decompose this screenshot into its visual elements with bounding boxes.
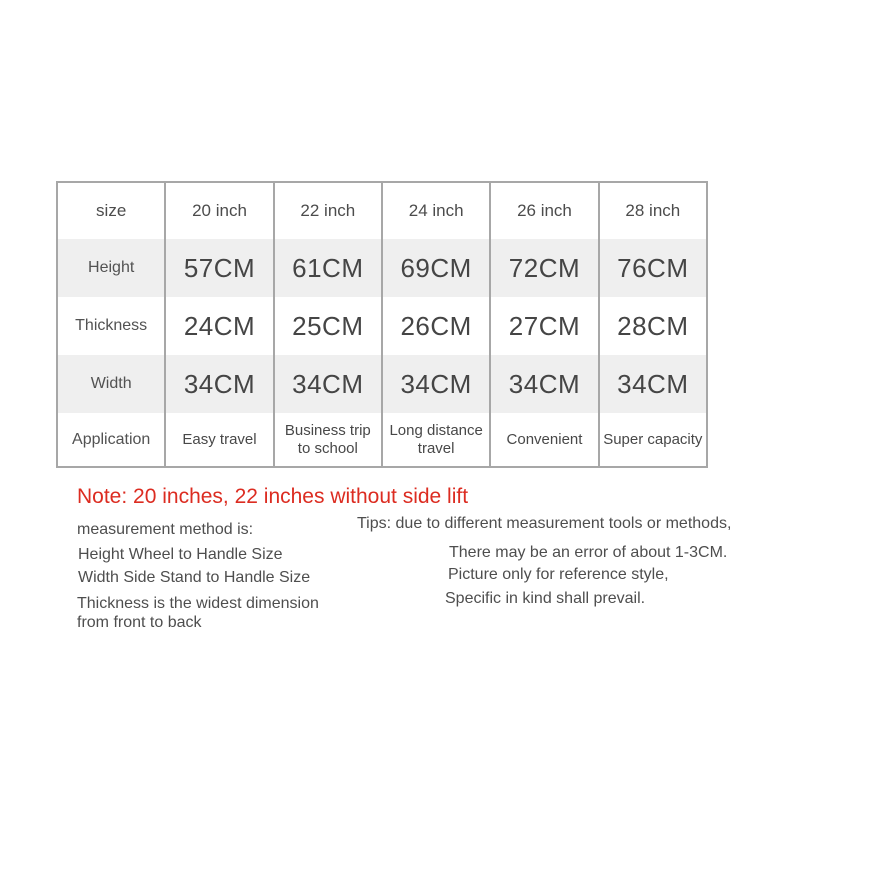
header-22-inch: 22 inch — [274, 182, 382, 239]
tips-line-2: There may be an error of about 1-3CM. — [449, 544, 728, 561]
header-24-inch: 24 inch — [382, 182, 490, 239]
table-row-height — [57, 239, 707, 297]
row-label-thickness: Thickness — [57, 297, 165, 355]
table-row-thickness — [57, 297, 707, 355]
row-label-height: Height — [57, 239, 165, 297]
value-cell: 34CM — [382, 355, 490, 413]
measurement-thickness-line: Thickness is the widest dimension from front to back — [77, 595, 319, 631]
row-label-application: Application — [57, 413, 165, 467]
size-table — [56, 181, 708, 468]
note-text: Note: 20 inches, 22 inches without side lift — [77, 485, 469, 508]
value-cell: 76CM — [599, 239, 707, 297]
value-cell: 24CM — [165, 297, 273, 355]
measurement-height-line: Height Wheel to Handle Size — [78, 546, 283, 563]
header-size: size — [57, 182, 165, 239]
value-cell: 69CM — [382, 239, 490, 297]
application-cell: Business trip to school — [274, 413, 382, 467]
application-cell: Easy travel — [165, 413, 273, 467]
row-label-width: Width — [57, 355, 165, 413]
measurement-method-title: measurement method is: — [77, 521, 254, 538]
table-row-application — [57, 413, 707, 467]
value-cell: 25CM — [274, 297, 382, 355]
tips-line-4: Specific in kind shall prevail. — [445, 590, 646, 607]
value-cell: 34CM — [165, 355, 273, 413]
header-20-inch: 20 inch — [165, 182, 273, 239]
table-row-width — [57, 355, 707, 413]
table-header-row — [57, 182, 707, 239]
value-cell: 34CM — [599, 355, 707, 413]
value-cell: 27CM — [490, 297, 598, 355]
value-cell: 72CM — [490, 239, 598, 297]
application-cell: Long distance travel — [382, 413, 490, 467]
value-cell: 28CM — [599, 297, 707, 355]
measurement-width-line: Width Side Stand to Handle Size — [78, 569, 311, 586]
value-cell: 34CM — [274, 355, 382, 413]
value-cell: 26CM — [382, 297, 490, 355]
value-cell: 61CM — [274, 239, 382, 297]
application-cell: Super capacity — [599, 413, 707, 467]
header-28-inch: 28 inch — [599, 182, 707, 239]
tips-line-3: Picture only for reference style, — [448, 566, 669, 583]
value-cell: 57CM — [165, 239, 273, 297]
tips-line-1: Tips: due to different measurement tools or methods, — [357, 515, 732, 532]
application-cell: Convenient — [490, 413, 598, 467]
value-cell: 34CM — [490, 355, 598, 413]
header-26-inch: 26 inch — [490, 182, 598, 239]
